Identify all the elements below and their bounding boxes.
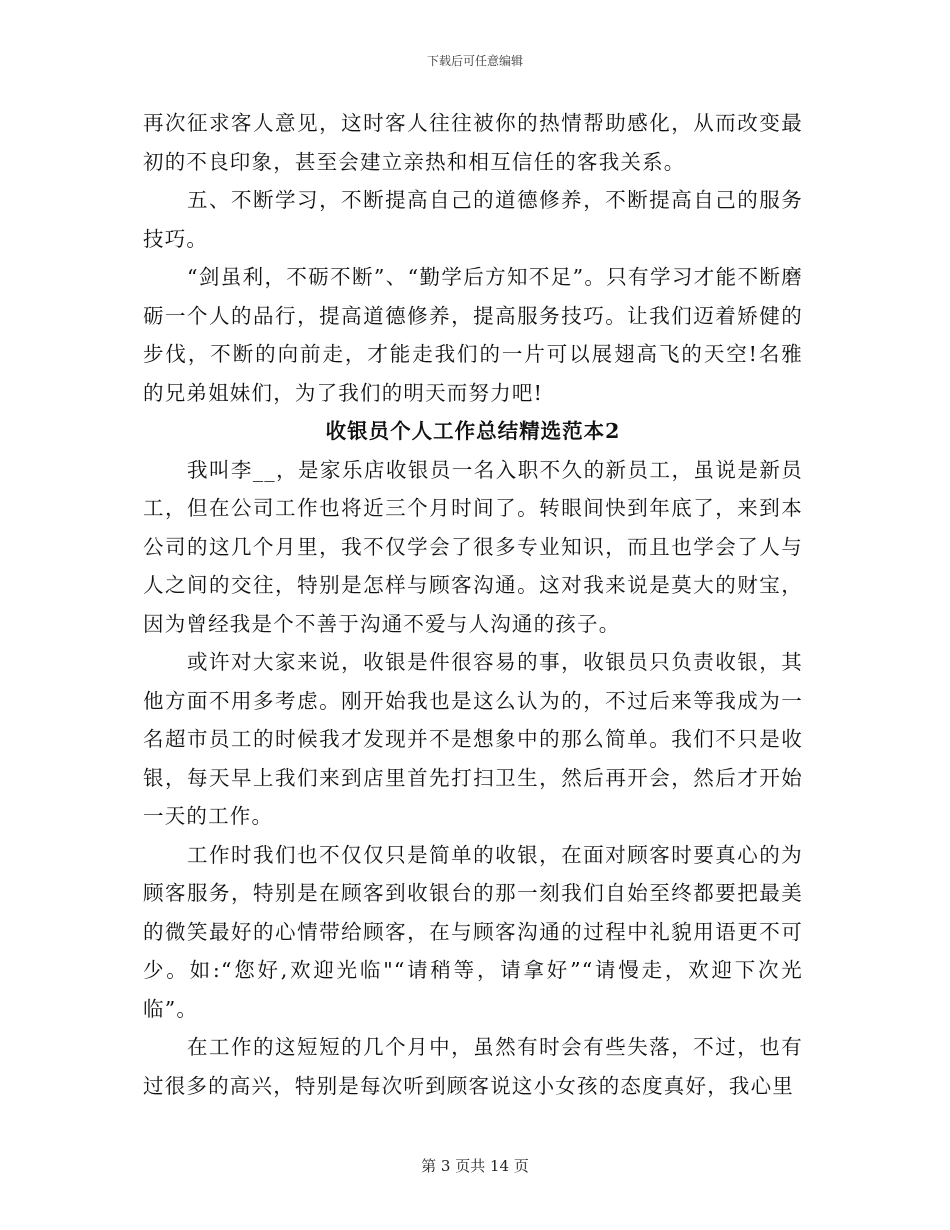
document-body <box>143 104 803 1105</box>
page-header: 下载后可任意编辑 <box>426 54 523 68</box>
section-paragraph-intro: 我叫李__，是家乐店收银员一名入职不久的新员工，虽说是新员工，但在公司工作也将近三个月时间了。转眼间快到年底了，来到本公司的这几个月里，我不仅学会了很多专业知识，而且也学会了人与人之间的交往，特别是怎样与顾客沟通。这对我来说是莫大的财宝，因为曾经我是个不善于沟通不爱与人沟通的孩子。 <box>143 457 803 636</box>
section-paragraph-service: 工作时我们也不仅仅只是简单的收银，在面对顾客时要真心的为顾客服务，特别是在顾客到收银台的那一刻我们自始至终都要把最美的微笑最好的心情带给顾客，在与顾客沟通的过程中礼貌用语更不可少。如:“您好,欢迎光临"“请稍等，请拿好”“请慢走，欢迎下次光临”。 <box>143 842 803 1021</box>
paragraph-closing: “剑虽利，不砺不断”、“勤学后方知不足”。只有学习才能不断磨砺一个人的品行，提高道德修养，提高服务技巧。让我们迈着矫健的步伐，不断的向前走，才能走我们的一片可以展翅高飞的天空!名雅的兄弟姐妹们，为了我们的明天而努力吧! <box>143 265 803 405</box>
section-paragraph-feelings: 在工作的这短短的几个月中，虽然有时会有些失落，不过，也有过很多的高兴，特别是每次听到顾客说这小女孩的态度真好，我心里 <box>143 1035 803 1098</box>
paragraph-item-five: 五、不断学习，不断提高自己的道德修养，不断提高自己的服务技巧。 <box>143 188 803 251</box>
paragraph-continued: 再次征求客人意见，这时客人往往被你的热情帮助感化，从而改变最初的不良印象，甚至会建立亲热和相互信任的客我关系。 <box>143 111 803 174</box>
section-paragraph-cashier-view: 或许对大家来说，收银是件很容易的事，收银员只负责收银，其他方面不用多考虑。刚开始我也是这么认为的，不过后来等我成为一名超市员工的时候我才发现并不是想象中的那么简单。我们不只是收银，每天早上我们来到店里首先打扫卫生，然后再开会，然后才开始一天的工作。 <box>143 650 803 828</box>
section-title: 收银员个人工作总结精选范本2 <box>325 419 621 443</box>
page-footer: 第 3 页共 14 页 <box>421 1157 529 1175</box>
